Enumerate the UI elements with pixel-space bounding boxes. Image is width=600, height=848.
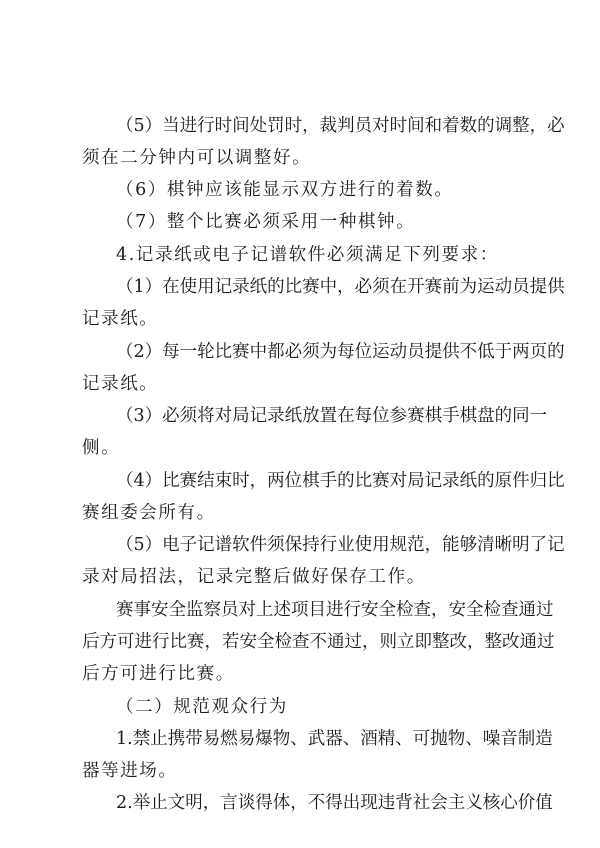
paragraph-line: （4）比赛结束时，两位棋手的比赛对局记录纸的原件归比 xyxy=(116,471,565,491)
paragraph-line: （6）棋钟应该能显示双方进行的着数。 xyxy=(116,180,454,200)
paragraph-line: （1）在使用记录纸的比赛中，必须在开赛前为运动员提供 xyxy=(116,277,565,297)
paragraph-line: 记录纸。 xyxy=(82,309,159,329)
paragraph-line: 后方可进行比赛。 xyxy=(82,664,235,684)
paragraph-line: 2.举止文明，言谈得体，不得出现违背社会主义核心价值 xyxy=(116,793,553,813)
section-heading: 4.记录纸或电子记谱软件必须满足下列要求： xyxy=(116,245,499,265)
paragraph-line: 1.禁止携带易燃易爆物、武器、酒精、可抛物、噪音制造 xyxy=(116,729,553,749)
subsection-heading: （二）规范观众行为 xyxy=(116,697,288,717)
paragraph-line: 赛组委会所有。 xyxy=(82,503,216,523)
paragraph-line: 须在二分钟内可以调整好。 xyxy=(82,148,312,168)
paragraph-line: （5）电子记谱软件须保持行业使用规范，能够清晰明了记 xyxy=(116,535,565,555)
paragraph-line: 记录纸。 xyxy=(82,374,159,394)
paragraph-line: 录对局招法，记录完整后做好保存工作。 xyxy=(82,567,426,587)
paragraph-line: 侧。 xyxy=(82,438,121,458)
paragraph-line: （2）每一轮比赛中都必须为每位运动员提供不低于两页的 xyxy=(116,342,565,362)
paragraph-line: 器等进场。 xyxy=(82,761,178,781)
paragraph-line: （5）当进行时间处罚时，裁判员对时间和着数的调整，必 xyxy=(116,116,565,136)
paragraph-line: （7）整个比赛必须采用一种棋钟。 xyxy=(116,212,416,232)
paragraph-line: 赛事安全监察员对上述项目进行安全检查，安全检查通过 xyxy=(116,600,554,620)
paragraph-line: 后方可进行比赛，若安全检查不通过，则立即整改，整改通过 xyxy=(82,632,555,652)
paragraph-line: （3）必须将对局记录纸放置在每位参赛棋手棋盘的同一 xyxy=(116,406,548,426)
